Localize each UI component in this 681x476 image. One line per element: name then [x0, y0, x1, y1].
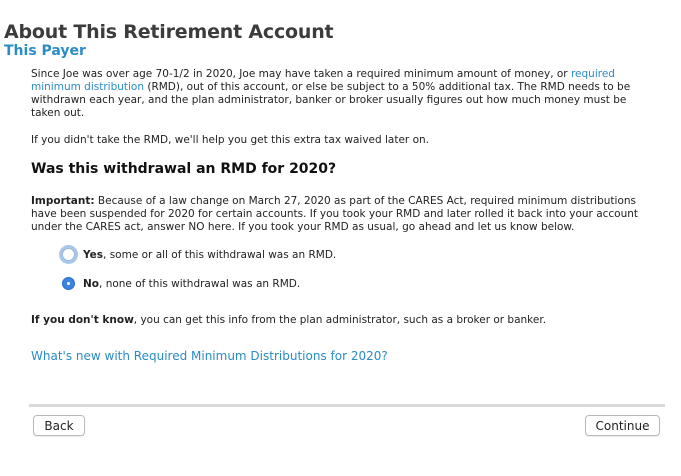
back-button[interactable]: Back [33, 415, 85, 436]
radio-yes-button[interactable] [62, 248, 75, 261]
page-title: About This Retirement Account [4, 21, 334, 43]
important-label: Important: [31, 195, 95, 207]
radio-no-bold: No [83, 277, 100, 290]
important-text: Because of a law change on March 27, 2020 as part of the CARES Act, required minimum distributions have been suspended for 2020 for certain accounts. If you took your RMD and later rolled it back into your account under the CARES act, answer NO here. If you took your RMD as usual, go ahead and let us know below. [31, 195, 639, 233]
radio-yes-text: , some or all of this withdrawal was an RMD. [103, 248, 337, 261]
important-note [31, 195, 643, 234]
dont-know-bold: If you don't know [31, 314, 134, 326]
radio-option-no[interactable] [62, 277, 300, 290]
radio-no-label [83, 278, 300, 290]
page-subtitle: This Payer [4, 43, 86, 59]
radio-yes-label [83, 249, 336, 261]
footer-divider [29, 404, 665, 407]
radio-yes-bold: Yes [83, 248, 104, 261]
dont-know-note [31, 314, 643, 327]
rmd-definition-link[interactable]: required minimum distribution [31, 68, 615, 93]
continue-button[interactable]: Continue [585, 415, 660, 436]
dont-know-text: , you can get this info from the plan administrator, such as a broker or banker. [133, 314, 547, 326]
intro-paragraph [31, 68, 643, 120]
intro-text-start: Since Joe was over age 70-1/2 in 2020, Joe may have taken a required minimum amount of money, or [31, 68, 571, 80]
whats-new-rmd-link[interactable]: What's new with Required Minimum Distributions for 2020? [31, 349, 388, 363]
waiver-note: If you didn't take the RMD, we'll help you get this extra tax waived later on. [31, 134, 430, 146]
radio-option-yes[interactable] [62, 248, 336, 261]
intro-text-end: (RMD), out of this account, or else be subject to a 50% additional tax. The RMD needs to be withdrawn each year, and the plan administrator, banker or broker usually figures out how much money must be taken out. [31, 81, 631, 119]
rmd-question: Was this withdrawal an RMD for 2020? [31, 161, 337, 177]
radio-no-button[interactable] [62, 277, 75, 290]
radio-no-text: , none of this withdrawal was an RMD. [99, 277, 301, 290]
